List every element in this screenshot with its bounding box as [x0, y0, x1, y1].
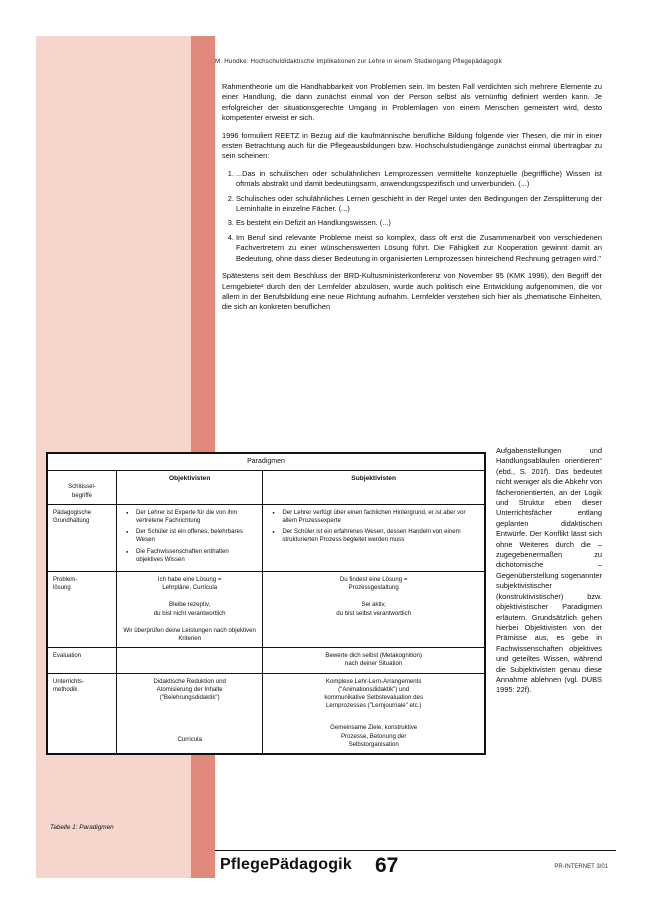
page-footer: [215, 856, 616, 886]
text-block: Didaktische Reduktion und Atomisierung der Inhalte ("Belehrungsdidaktik"): [153, 677, 226, 702]
bullet-item: ● Der Schüler ist ein offenes, belehrbares Wesen: [130, 528, 257, 544]
table-header-row: [48, 471, 485, 505]
table-row: [48, 572, 485, 648]
table-caption: Tabelle 1: Paradigmen: [50, 824, 114, 831]
text-block: Curricula: [177, 736, 202, 744]
table-row: [48, 673, 485, 753]
list-item: 2. Schulisches oder schulähnliches Lernen geschieht in der Regel unter den Bedingungen der Zersplitterung der Lerninhalte in einzelne Fächer. (...): [236, 194, 602, 215]
cell-subjectivists-evaluation: [263, 648, 485, 673]
thesis-list: [222, 169, 602, 264]
row-label-grundhaltung: Pädagogische Grundhaltung: [48, 504, 117, 571]
row-label-unterrichtsmethodik: Unterrichts- methodik: [48, 673, 117, 753]
cell-subjectivists-grundhaltung: [263, 504, 485, 571]
table-title-row: [48, 454, 485, 471]
running-head: M. Hundke: Hochschuldidaktische Implikationen zur Lehre in einem Studiengang Pflegepädagogik: [215, 58, 503, 65]
cell-subjectivists-unterrichtsmethodik: [263, 673, 485, 753]
paragraph-1: Rahmentheorie um die Handhabbarkeit von Problemen sein. Im besten Fall verdichten sich mehrere Elemente zu einer Handlung, die dann zunächst einmal von der Person selbst als vernünftig definiert werden kann. Je erfolgreicher der situationsgerechte Umgang in Problemlagen von einem Menschen gemeistert wird, desto kompetenter erweist er sich.: [222, 82, 602, 123]
page-number: 67: [375, 854, 399, 877]
footer-meta: PR-INTERNET 3/01: [554, 864, 608, 870]
journal-brand: PflegePädagogik: [220, 856, 352, 873]
row-label-evaluation: Evaluation: [48, 648, 117, 673]
column-header-objectivists: Objektivisten: [117, 471, 263, 505]
cell-objectivists-evaluation: [117, 648, 263, 673]
bullet-item: ● Der Lehrer ist Experte für die von ihm vertretene Fachrichtung: [130, 509, 257, 525]
paragraph-3: Spätestens seit dem Beschluss der BRD-Kultusministerkonferenz von November 95 (KMK 1996), den Begriff der Lerngebiete² durch den der Lernfelder abzulösen, wurde auch politisch eine Entwicklung aufgenommen, die vor allem in der Berufsbildung eine neue Richtung aufnahm. Lernfelder verstehen sich hier als „thematische Einheiten, die sich an konkreten beruflichen: [222, 271, 602, 312]
list-item: 3. Es besteht ein Defizit an Handlungswissen. (...): [236, 218, 602, 228]
column-header-subjectivists: Subjektivisten: [263, 471, 485, 505]
bullet-item: ● Die Fachwissenschaften enthalten objektives Wissen: [130, 548, 257, 564]
bullet-item: ● Der Schüler ist ein erfahrenes Wesen, dessen Handeln von einem strukturierten Prozess begleitet werden muss: [276, 528, 479, 544]
paragraph-2: 1996 formuliert REETZ in Bezug auf die kaufmännische berufliche Bildung folgende vier Thesen, die mir in einer ersten Betrachtung auch für die Pflegeausbildungen bzw. Hochschulstudiengänge zunächst einmal übertragbar zu sein scheinen:: [222, 130, 602, 161]
column-header-keywords: Schlüssel- begriffe: [48, 471, 117, 505]
table-title: Paradigmen: [48, 454, 485, 471]
footer-divider: [215, 850, 616, 851]
side-column: [496, 446, 602, 696]
list-item: 1. ...Das in schulischen oder schulähnlichen Lernprozessen vermittelte konzeptuelle (begriffliche) Wissen ist oftmals abstrakt und damit bedeutungsarm, anwendungsspezifisch und unverbunden. (...): [236, 169, 602, 190]
text-block: Bewerte dich selbst (Metakognition) nach deiner Situation: [325, 652, 422, 668]
cell-objectivists-grundhaltung: [117, 504, 263, 571]
cell-objectivists-unterrichtsmethodik: [117, 673, 263, 753]
cell-objectivists-problemloesung: [117, 572, 263, 648]
text-block: Gemeinsame Ziele, konstruktive Prozesse, Betonung der Selbstorganisation: [330, 724, 418, 748]
text-block: Wir überprüfen deine Leistungen nach objektiven Kriterien: [123, 626, 256, 643]
text-block: Du findest eine Lösung = Prozessgestaltung: [339, 576, 408, 592]
bullet-item: ● Der Lehrer verfügt über einen fachlichen Hintergrund, er ist aber vor allem Prozessexperte: [276, 509, 479, 525]
paradigms-table: [46, 452, 486, 755]
text-block: Komplexe Lehr-Lern-Arrangements ("Animationsdidaktik") und kommunikative Selbstevaluation des Lernprozesses ("Lernjournale" etc.): [324, 677, 423, 710]
text-block: Sei aktiv, du bist selbst verantwortlich: [336, 601, 412, 617]
table-row: [48, 648, 485, 673]
row-label-problemloesung: Problem- lösung: [48, 572, 117, 648]
text-block: Bleibe rezeptiv, du bist nicht verantwortlich: [153, 601, 226, 617]
body-column: [222, 82, 602, 320]
list-item: 4. Im Beruf sind relevante Probleme meist so komplex, dass oft erst die Zusammenarbeit von verschiedenen Fachvertretern zu einer wünschenswerten Lösung führt. Die Fähigkeit zur Kooperation gewinnt damit an Bedeutung, ohne dass dieser Bedeutung in organisierten Lernprozessen hinreichend Rechnung getragen wird.": [236, 233, 602, 264]
side-paragraph: Aufgabenstellungen und Handlungsabläufen orientieren“ (ebd., S. 201f). Das bedeutet nicht weniger als die Abkehr von fächerorientierten, an der Logik und Struktur eben dieser Unterrichtsfächer entlang geplanten didaktischen Entwürfe. Der Konflikt lässt sich ohne Weiteres durch die – zugegebenermaßen zu dichotomische – Gegenüberstellung sogenannter subjektivistischer (konstruktivistischer) bzw. objektivistischer Paradigmen erläutern. Grundsätzlich gehen hierbei Objektivisten von der Prämisse aus, es gebe in Fachwissenschaften objektives und geteiltes Wissen, während die Subjektivisten genau diese Annahme ablehnen (vgl. DUBS 1995: 22f).: [496, 446, 602, 695]
table-row: [48, 504, 485, 571]
cell-subjectivists-problemloesung: [263, 572, 485, 648]
text-block: Ich habe eine Lösung = Lehrpläne, Curricula: [157, 576, 222, 592]
